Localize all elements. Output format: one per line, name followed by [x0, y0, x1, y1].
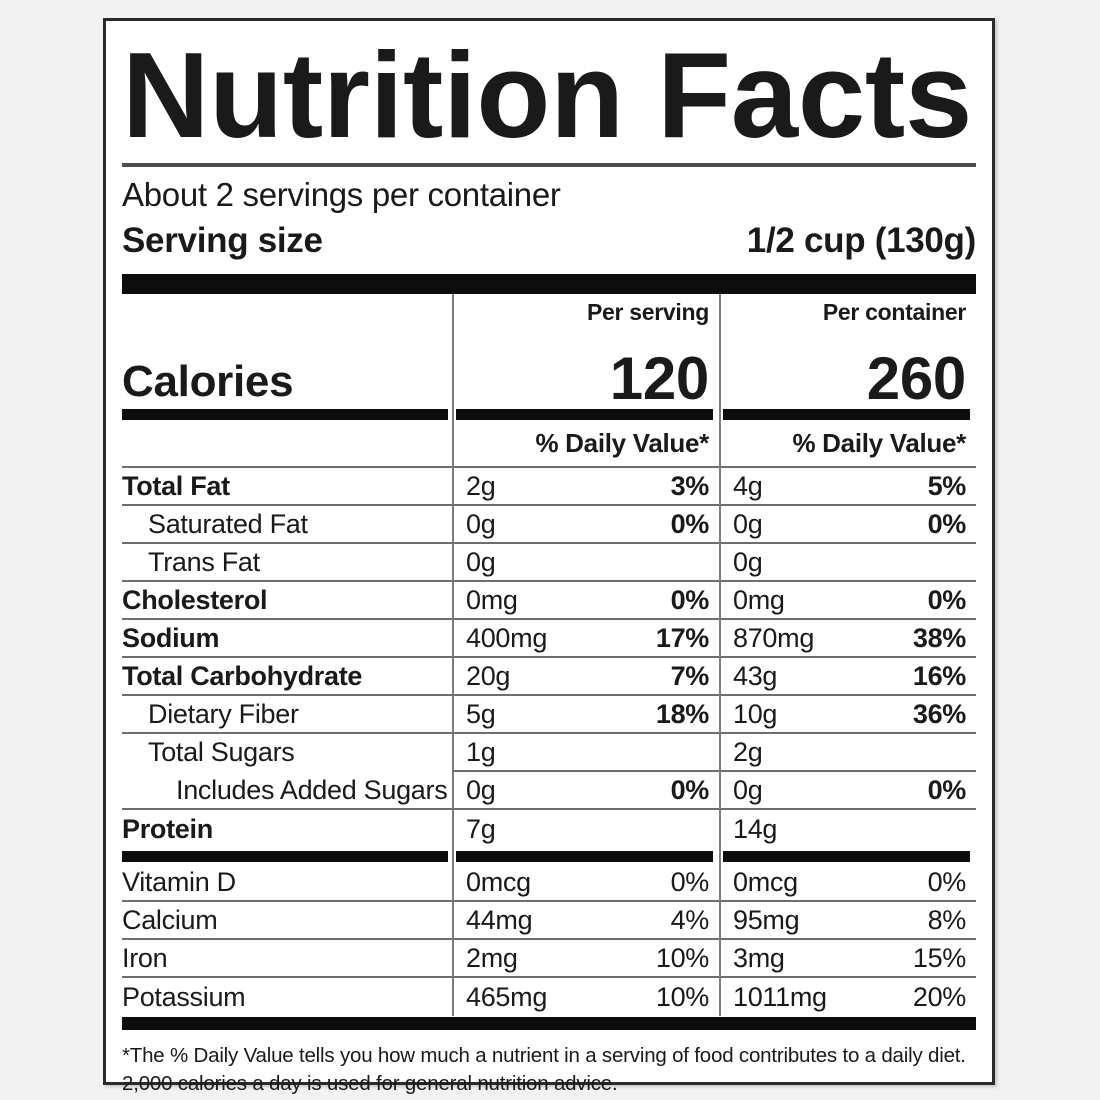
amount: 0g — [733, 508, 763, 539]
daily-value: 17% — [655, 622, 709, 653]
daily-value: 15% — [912, 942, 966, 973]
vitamin-name: Calcium — [122, 902, 452, 940]
footnote — [122, 1042, 976, 1097]
daily-value: 18% — [655, 698, 709, 729]
per-serving-cell — [452, 506, 719, 544]
per-container-cell — [719, 940, 976, 978]
amount: 0mcg — [733, 866, 798, 897]
daily-value: 0% — [927, 508, 966, 539]
daily-value: 20% — [912, 981, 966, 1012]
per-serving-cell — [452, 658, 719, 696]
per-container-cell — [719, 864, 976, 902]
calories-bar-segment — [122, 406, 452, 422]
nutrient-name: Saturated Fat — [122, 506, 452, 544]
per-container-cell — [719, 772, 976, 810]
per-serving-cell — [452, 468, 719, 506]
per-container-cell — [719, 582, 976, 620]
per-container-cell — [719, 658, 976, 696]
serving-size-row — [122, 221, 976, 261]
daily-value: 0% — [670, 774, 709, 805]
daily-value: 0% — [670, 584, 709, 615]
per-container-cell — [719, 696, 976, 734]
daily-value: 0% — [927, 866, 966, 897]
protein-bar-segment — [452, 848, 719, 864]
amount: 4g — [733, 470, 763, 501]
amount: 0mg — [733, 584, 785, 615]
calories-label: Calories — [122, 357, 294, 406]
daily-value: 0% — [670, 508, 709, 539]
nutrient-name: Trans Fat — [122, 544, 452, 582]
daily-value: 4% — [670, 904, 709, 935]
per-serving-cell — [452, 864, 719, 902]
per-container-cell — [719, 506, 976, 544]
per-container-cell — [719, 902, 976, 940]
daily-value: 7% — [670, 660, 709, 691]
amount: 20g — [466, 660, 511, 691]
per-serving-cell — [452, 544, 719, 582]
nutrient-name: Protein — [122, 813, 213, 844]
nutrient-name: Includes Added Sugars — [122, 772, 452, 810]
amount: 14g — [733, 813, 778, 844]
per-container-cell — [719, 734, 976, 772]
daily-value: 0% — [927, 584, 966, 615]
nutrient-name-text: Total Sugars — [148, 736, 295, 767]
daily-value: 10% — [655, 942, 709, 973]
vitamin-name: Vitamin D — [122, 864, 452, 902]
daily-value: 38% — [912, 622, 966, 653]
daily-value: 36% — [912, 698, 966, 729]
amount: 43g — [733, 660, 778, 691]
per-serving-cell — [452, 978, 719, 1016]
indented-separator — [176, 770, 452, 772]
nutrient-name — [122, 734, 452, 772]
daily-value-header-per-container: % Daily Value* — [719, 422, 976, 468]
nutrition-facts-label — [103, 18, 995, 1095]
daily-value: 10% — [655, 981, 709, 1012]
amount: 5g — [466, 698, 496, 729]
per-container-cell — [719, 468, 976, 506]
amount: 0g — [733, 774, 763, 805]
label-title-text: Nutrition Facts — [122, 37, 972, 157]
calories-bar-segment — [452, 406, 719, 422]
daily-value: 0% — [927, 774, 966, 805]
amount: 10g — [733, 698, 778, 729]
per-container-cell — [719, 810, 976, 848]
daily-value-header-per-serving: % Daily Value* — [452, 422, 719, 468]
nutrition-table — [122, 294, 976, 1016]
header-divider — [122, 163, 976, 167]
per-serving-cell — [452, 696, 719, 734]
daily-value: 0% — [670, 866, 709, 897]
amount: 0g — [466, 508, 496, 539]
per-container-cell — [719, 620, 976, 658]
amount: 3mg — [733, 942, 785, 973]
amount: 0mg — [466, 584, 518, 615]
nutrient-name: Cholesterol — [122, 582, 452, 620]
per-container-column-header: Per container — [719, 294, 976, 328]
amount: 0g — [466, 774, 496, 805]
amount: 44mg — [466, 904, 533, 935]
per-serving-cell — [452, 772, 719, 810]
amount: 0g — [733, 546, 763, 577]
daily-value: 8% — [927, 904, 966, 935]
serving-size-value: 1/2 cup (130g) — [746, 221, 976, 260]
nutrient-name: Total Fat — [122, 468, 452, 506]
nutrient-name: Sodium — [122, 620, 452, 658]
per-serving-column-header: Per serving — [452, 294, 719, 328]
amount: 870mg — [733, 622, 815, 653]
daily-value: 3% — [670, 470, 709, 501]
per-serving-cell — [452, 940, 719, 978]
amount: 1011mg — [733, 981, 827, 1012]
footnote-line-2: 2,000 calories a day is used for general nutrition advice. — [122, 1071, 618, 1095]
per-container-cell — [719, 978, 976, 1016]
daily-value: 5% — [927, 470, 966, 501]
per-container-cell — [719, 544, 976, 582]
calories-per-serving: 120 — [452, 328, 719, 406]
per-serving-cell — [452, 582, 719, 620]
amount: 0mcg — [466, 866, 531, 897]
per-serving-cell — [452, 902, 719, 940]
per-serving-cell — [452, 620, 719, 658]
daily-value-header-spacer — [122, 422, 452, 468]
protein-bar-segment — [122, 848, 452, 864]
amount: 400mg — [466, 622, 548, 653]
vitamin-name: Potassium — [122, 981, 246, 1012]
daily-value: 16% — [912, 660, 966, 691]
calories-per-container: 260 — [719, 328, 976, 406]
protein-bar-segment — [719, 848, 976, 864]
column-header-spacer — [122, 294, 452, 328]
amount: 7g — [466, 813, 496, 844]
amount: 2g — [466, 470, 496, 501]
amount: 0g — [466, 546, 496, 577]
nutrient-name: Dietary Fiber — [122, 696, 452, 734]
section-bar-top — [122, 274, 976, 294]
calories-bar-segment — [719, 406, 976, 422]
label-title — [122, 37, 976, 157]
amount: 2mg — [466, 942, 518, 973]
per-serving-cell — [452, 734, 719, 772]
amount: 2g — [733, 736, 763, 767]
amount: 465mg — [466, 981, 548, 1012]
amount: 1g — [466, 736, 496, 767]
vitamin-name: Iron — [122, 940, 452, 978]
per-serving-cell — [452, 810, 719, 848]
footnote-line-1: *The % Daily Value tells you how much a nutrient in a serving of food contributes to a daily diet. — [122, 1044, 966, 1067]
amount: 95mg — [733, 904, 800, 935]
servings-per-container: About 2 servings per container — [122, 176, 561, 213]
serving-size-label: Serving size — [122, 221, 323, 260]
section-bar-bottom — [122, 1017, 976, 1030]
nutrient-name: Total Carbohydrate — [122, 658, 452, 696]
